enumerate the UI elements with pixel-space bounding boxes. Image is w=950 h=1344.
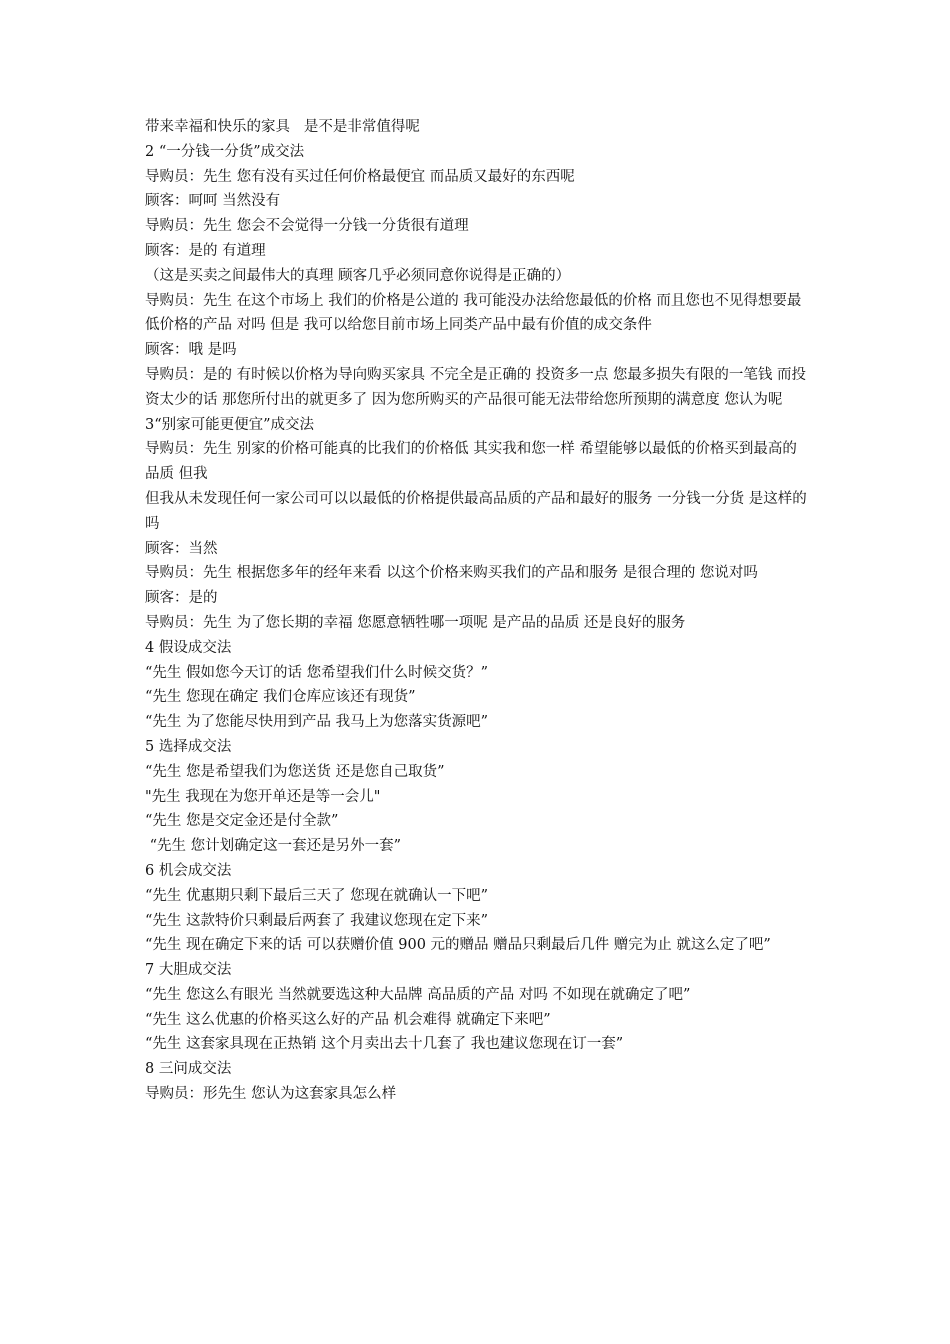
quote-line: “先生 这套家具现在正热销 这个月卖出去十几套了 我也建议您现在订一套” [145,1036,624,1053]
quote-line: “先生 您计划确定这一套还是另外一套” [145,838,402,855]
quote-line: “先生 假如您今天订的话 您希望我们什么时候交货？” [145,664,489,681]
text-line: 顾客：是的 有道理 [145,242,266,259]
section-heading: 2 “一分钱一分货”成交法 [145,143,305,160]
quote-line: “先生 优惠期只剩下最后三天了 您现在就确认一下吧” [145,887,489,904]
text-line: 顾客：是的 [145,590,218,607]
section-heading: 6 机会成交法 [145,862,232,879]
quote-line: “先生 这么优惠的价格买这么好的产品 机会难得 就确定下来吧” [145,1011,551,1028]
quote-paragraph: “先生 现在确定下来的话 可以获赠价值 900 元的赠品 赠品只剩最后几件 赠完为止 就这么定了吧” [145,937,771,954]
text-paragraph: 导购员：先生 别家的价格可能真的比我们的价格低 其实我和您一样 希望能够以最低的价格买到最高的品质 但我 [145,441,797,483]
section-heading: 7 大胆成交法 [145,962,232,979]
text-line: 导购员：先生 您会不会觉得一分钱一分货很有道理 [145,218,469,235]
text-paragraph: 导购员：先生 在这个市场上 我们的价格是公道的 我可能没办法给您最低的价格 而且您也不见得想要最低价格的产品 对吗 但是 我可以给您目前市场上同类产品中最有价值的成交条件 [145,292,802,334]
quote-line: “先生 您这么有眼光 当然就要选这种大品牌 高品质的产品 对吗 不如现在就确定了吧” [145,986,691,1003]
text-line: 顾客：哦 是吗 [145,342,237,359]
text-line: 导购员：形先生 您认为这套家具怎么样 [145,1086,397,1103]
quote-line: “先生 这款特价只剩最后两套了 我建议您现在定下来” [145,912,489,929]
section-heading: 8 三问成交法 [145,1061,232,1078]
text-paragraph: 导购员：先生 根据您多年的经年来看 以这个价格来购买我们的产品和服务 是很合理的 您说对吗 [145,565,758,582]
text-paragraph: 导购员：是的 有时候以价格为导向购买家具 不完全是正确的 投资多一点 您最多损失有限的一笔钱 而投资太少的话 那您所付出的就更多了 因为您所购买的产品很可能无法带给您所预期的满意度 您认为呢 [145,366,807,408]
quote-line: “先生 您是交定金还是付全款” [145,813,339,830]
quote-line: “先生 您是希望我们为您送货 还是您自己取货” [145,763,445,780]
text-line: 带来幸福和快乐的家具 是不是非常值得呢 [145,119,420,135]
quote-line: “先生 您现在确定 我们仓库应该还有现货” [145,689,416,706]
text-line: 顾客：呵呵 当然没有 [145,193,281,210]
section-heading: 3“别家可能更便宜”成交法 [145,416,315,433]
section-heading: 4 假设成交法 [145,639,232,656]
section-heading: 5 选择成交法 [145,738,232,755]
quote-line: "先生 我现在为您开单还是等一会儿" [145,788,381,805]
text-paragraph: 但我从未发现任何一家公司可以以最低的价格提供最高品质的产品和最好的服务 一分钱一分货 是这样的吗 [145,490,807,532]
text-line: 顾客：当然 [145,540,218,557]
quote-line: “先生 为了您能尽快用到产品 我马上为您落实货源吧” [145,714,489,731]
text-line: 导购员：先生 为了您长期的幸福 您愿意牺牲哪一项呢 是产品的品质 还是良好的服务 [145,614,686,631]
document-body [145,115,810,1107]
text-line: （这是买卖之间最伟大的真理 顾客几乎必须同意你说得是正确的） [145,267,571,284]
text-line: 导购员：先生 您有没有买过任何价格最便宜 而品质又最好的东西呢 [145,168,575,185]
